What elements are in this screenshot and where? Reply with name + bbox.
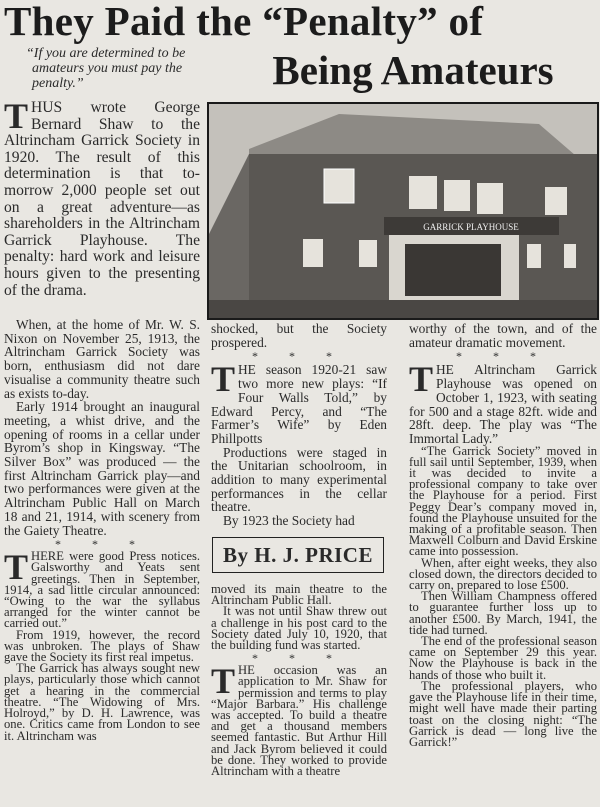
paragraph-text: HE season 1920-21 saw two more new plays: “If Four Walls Told,” by Edward Percy, and “The Farmer’s Wife” by Eden Phillpotts xyxy=(211,362,387,446)
paragraph: worthy of the town, and of the amateur dramatic movement. xyxy=(409,321,597,350)
pull-quote: “If you are determined to be amateurs you must pay the penalty.” xyxy=(26,46,186,91)
paragraph xyxy=(211,359,387,446)
paragraph: The end of the professional season came on September 29 this year. Now the Playhouse is back in the hands of those who built it. xyxy=(409,634,597,682)
paragraph: By 1923 the Society had xyxy=(223,513,355,529)
paragraph-text: HERE were good Press notices. Galsworthy and Yeats sent greetings. Then in September, 1914, a sad little circular announced: “Owing to the war the syllabus arranged for the winter cannot be carried out.” xyxy=(4,549,200,631)
paragraph: The professional players, who gave the Playhouse life in their time, might well have made their parting toast on the closing night: “The Garrick is dead — long live the Garrick!” xyxy=(409,678,597,749)
intro-paragraph xyxy=(4,96,200,299)
drop-cap: T xyxy=(409,359,434,400)
section-separator: * * * xyxy=(252,651,346,666)
column-1 xyxy=(4,96,200,299)
paragraph: “The Garrick Society” moved in full sail until September, 1939, when it was decided to invite a professional company to take over the Playhouse for a period. First Peggy Dear’s company moved in, found the Playhouse unsuited for the making of a profitable season. Then Maxwell Colburn and David Erskine came into possession. xyxy=(409,443,597,559)
headline-line-2: Being Amateurs xyxy=(272,47,554,93)
sign-text: GARRICK PLAYHOUSE xyxy=(423,222,519,232)
paragraph: shocked, but the Society prospered. xyxy=(211,321,387,350)
paragraph: Productions were staged in the Unitarian schoolroom, in addition to many experimental performances in the cellar theatre. xyxy=(211,444,387,515)
paragraph: Early 1914 brought an inaugural meeting, a whist drive, and the opening of rooms in a cellar under Byrom’s shop in Kingsway. “The Silver Box” was produced — the first Altrincham Garrick play—and two performances were given at the Altrincham Public Hall on March 18 and 21, 1914, with scenery from the Gaiety Theatre. xyxy=(4,399,200,538)
paragraph: It was not until Shaw threw out a challenge in his post card to the Society dated July 10, 1920, that the building fund was started. xyxy=(211,604,387,653)
paragraph: From 1919, however, the record was unbroken. The plays of Shaw gave the Society its first real impetus. xyxy=(4,627,200,665)
section-separator: * * * xyxy=(456,349,550,364)
paragraph-text: HE occasion was an application to Mr. Shaw for permission and terms to play “Major Barbara.” His challenge was accepted. To build a theatre and get a thousand members seemed fantastic. But Arthur Hill and Jack Byrom believed it could be done. They worked to provide Altrincham with a theatre xyxy=(211,663,387,779)
intro-text: HUS wrote George Bernard Shaw to the Altrincham Garrick Society in 1920. The result of this determination is that to-morrow 2,000 people set out on a great adventure—as shareholders in the Altrincham Garrick Playhouse. The penalty: hard work and leisure hours given to the presenting of the drama. xyxy=(4,99,200,299)
byline: By H. J. PRICE xyxy=(212,537,384,573)
paragraph: moved its main theatre to the Altrincham Public Hall. xyxy=(211,582,387,608)
column-2-continued xyxy=(211,584,387,777)
playhouse-photo xyxy=(207,102,599,320)
section-separator: * * * xyxy=(252,349,346,364)
drop-cap: T xyxy=(211,661,236,702)
paragraph xyxy=(4,547,200,631)
paragraph: When, after eight weeks, they also closed down, the directors decided to carry on, prepared to lose £500. xyxy=(409,555,597,593)
drop-cap: T xyxy=(4,96,29,136)
paragraph xyxy=(211,661,387,779)
paragraph xyxy=(409,359,597,446)
section-separator: * * * xyxy=(55,537,149,552)
paragraph: The Garrick has always sought new plays, particularly those which cannot get a hearing in the commercial theatre. “The Widowing of Mrs. Holroyd,” by D. H. Lawrence, was one. Critics came from London to see it. Altrincham was xyxy=(4,661,200,743)
headline-line-1: They Paid the “Penalty” of xyxy=(4,0,484,44)
column-3 xyxy=(409,322,597,748)
paragraph: When, at the home of Mr. W. S. Nixon on November 25, 1913, the Altrincham Garrick Society was born, enthusiasm did not dare visualise a community theatre such as exists to-day. xyxy=(4,317,200,401)
paragraph-text: HE Altrincham Garrick Playhouse was opened on October 1, 1923, with seating for 500 and a stage 82ft. wide and 28ft. deep. The play was “The Immortal Lady.” xyxy=(409,362,597,446)
drop-cap: T xyxy=(211,359,236,400)
paragraph: Then William Champness offered to guarantee further loss up to another £500. By March, 1941, the tide had turned. xyxy=(409,589,597,637)
column-2 xyxy=(211,322,387,528)
drop-cap: T xyxy=(4,547,29,588)
column-1-body xyxy=(4,318,200,742)
